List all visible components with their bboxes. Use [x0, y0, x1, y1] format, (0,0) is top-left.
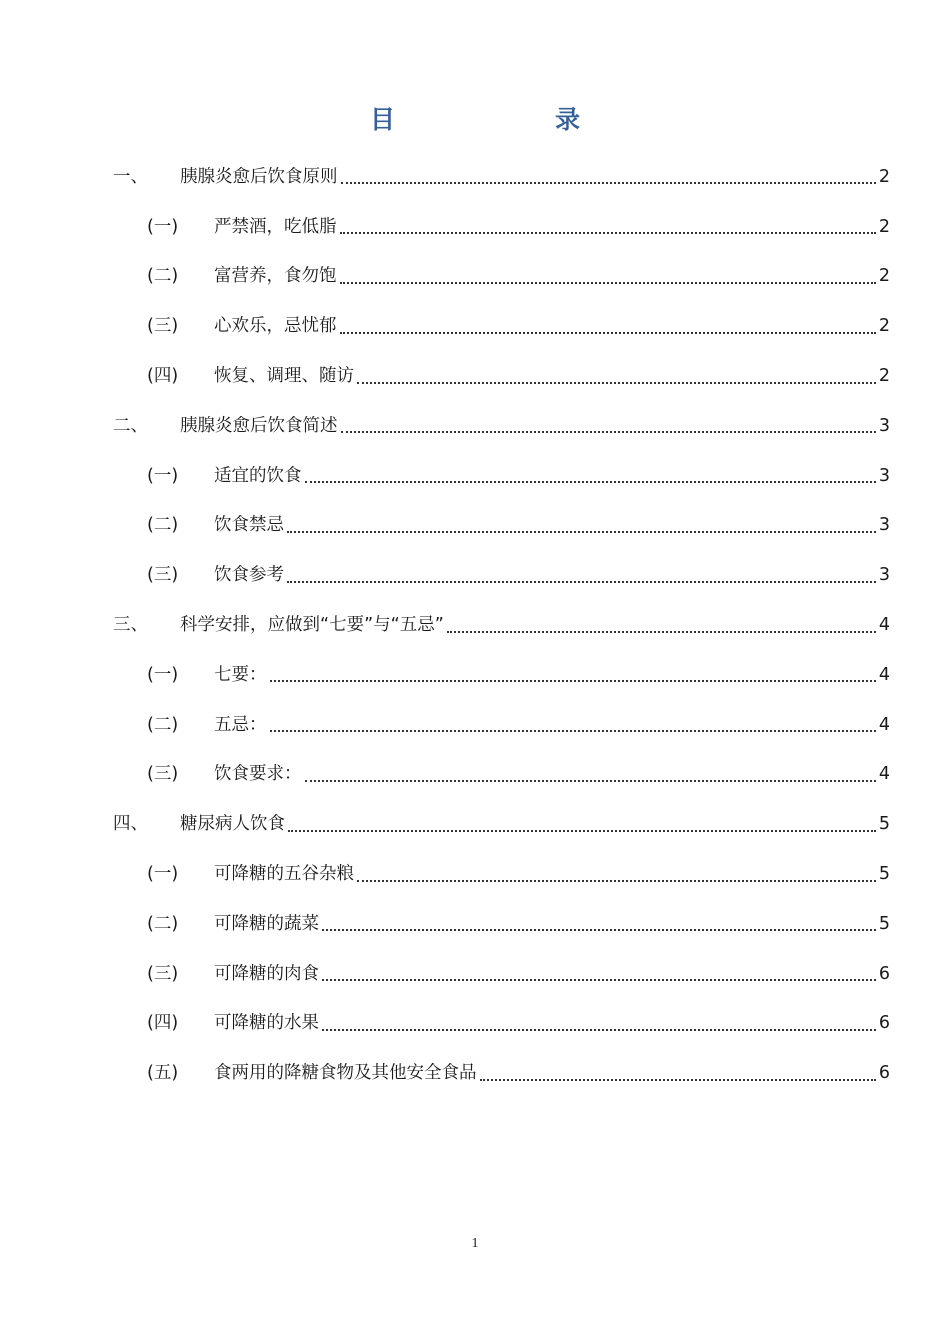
toc-entry-subsection[interactable]	[113, 351, 890, 401]
toc-entry-section[interactable]	[113, 152, 890, 202]
toc-dot-leader	[287, 530, 876, 533]
toc-entry-page: 6	[878, 1013, 890, 1034]
toc-entry-label: 胰腺炎愈后饮食原则	[180, 166, 338, 187]
toc-dot-leader	[447, 630, 876, 633]
toc-entry-label: 富营养，食勿饱	[214, 266, 337, 287]
toc-dot-leader	[270, 679, 876, 682]
toc-dot-leader	[322, 1028, 876, 1031]
toc-entry-label: 可降糖的水果	[214, 1013, 319, 1034]
toc-entry-page: 2	[878, 266, 890, 287]
toc-entry-subsection[interactable]	[113, 700, 890, 750]
toc-entry-number: (二)	[147, 515, 179, 536]
toc-entry-page: 6	[878, 1063, 890, 1084]
toc-entry-label: 可降糖的五谷杂粮	[214, 864, 354, 885]
toc-entry-number: (二)	[147, 266, 179, 287]
toc-entry-label: 可降糖的蔬菜	[214, 913, 319, 934]
toc-entry-subsection[interactable]	[113, 550, 890, 600]
toc-dot-leader	[340, 231, 876, 234]
toc-entry-label: 严禁酒，吃低脂	[214, 216, 337, 237]
toc-entry-page: 3	[878, 515, 890, 536]
table-of-contents	[113, 152, 890, 1098]
toc-dot-leader	[341, 181, 876, 184]
toc-entry-subsection[interactable]	[113, 252, 890, 302]
toc-dot-leader	[341, 430, 876, 433]
toc-entry-page: 2	[878, 366, 890, 387]
toc-entry-subsection[interactable]	[113, 301, 890, 351]
toc-entry-label: 恢复、调理、随访	[214, 366, 354, 387]
toc-entry-label: 糖尿病人饮食	[180, 814, 285, 835]
toc-dot-leader	[340, 281, 876, 284]
toc-dot-leader	[288, 829, 876, 832]
toc-dot-leader	[322, 978, 876, 981]
toc-dot-leader	[305, 480, 876, 483]
toc-entry-page: 2	[878, 166, 890, 187]
toc-entry-number: (二)	[147, 714, 179, 735]
toc-entry-label: 饮食要求：	[214, 764, 302, 785]
toc-title	[0, 100, 950, 136]
toc-entry-page: 2	[878, 216, 890, 237]
toc-entry-section[interactable]	[113, 401, 890, 451]
toc-entry-subsection[interactable]	[113, 202, 890, 252]
toc-entry-number: 三、	[113, 615, 148, 636]
toc-entry-page: 6	[878, 963, 890, 984]
toc-entry-number: (一)	[147, 864, 179, 885]
toc-entry-subsection[interactable]	[113, 451, 890, 501]
toc-title-part1: 目	[369, 105, 395, 134]
toc-entry-number: 四、	[113, 814, 148, 835]
toc-entry-label: 胰腺炎愈后饮食简述	[180, 415, 338, 436]
toc-dot-leader	[287, 580, 876, 583]
toc-entry-label: 适宜的饮食	[214, 465, 302, 486]
toc-entry-subsection[interactable]	[113, 501, 890, 551]
toc-entry-label: 七要：	[214, 664, 267, 685]
page-number: 1	[471, 1236, 479, 1251]
toc-dot-leader	[270, 729, 876, 732]
toc-entry-page: 4	[878, 714, 890, 735]
toc-entry-subsection[interactable]	[113, 1048, 890, 1098]
toc-entry-subsection[interactable]	[113, 849, 890, 899]
toc-entry-page: 2	[878, 316, 890, 337]
toc-entry-page: 3	[878, 415, 890, 436]
toc-title-part2: 录	[555, 105, 581, 134]
toc-entry-number: (一)	[147, 664, 179, 685]
toc-entry-number: (三)	[147, 963, 179, 984]
toc-dot-leader	[357, 381, 876, 384]
toc-entry-number: 一、	[113, 166, 148, 187]
toc-entry-page: 5	[878, 814, 890, 835]
toc-entry-label: 饮食禁忌	[214, 515, 284, 536]
toc-entry-label: 可降糖的肉食	[214, 963, 319, 984]
toc-dot-leader	[305, 779, 876, 782]
toc-entry-label: 五忌：	[214, 714, 267, 735]
toc-entry-subsection[interactable]	[113, 949, 890, 999]
toc-entry-page: 3	[878, 565, 890, 586]
toc-entry-number: (五)	[147, 1063, 179, 1084]
toc-entry-page: 4	[878, 615, 890, 636]
toc-entry-number: (三)	[147, 565, 179, 586]
toc-entry-page: 4	[878, 764, 890, 785]
toc-entry-label: 食两用的降糖食物及其他安全食品	[214, 1063, 477, 1084]
toc-entry-subsection[interactable]	[113, 650, 890, 700]
toc-entry-number: (四)	[147, 1013, 179, 1034]
toc-entry-number: (一)	[147, 216, 179, 237]
toc-entry-page: 5	[878, 913, 890, 934]
toc-entry-subsection[interactable]	[113, 750, 890, 800]
toc-dot-leader	[480, 1078, 876, 1081]
toc-entry-section[interactable]	[113, 799, 890, 849]
toc-entry-page: 5	[878, 864, 890, 885]
toc-entry-number: (三)	[147, 764, 179, 785]
toc-dot-leader	[357, 879, 876, 882]
toc-entry-page: 3	[878, 465, 890, 486]
toc-entry-number: (三)	[147, 316, 179, 337]
toc-entry-label: 饮食参考	[214, 565, 284, 586]
toc-dot-leader	[322, 928, 876, 931]
toc-entry-label: 科学安排，应做到“七要”与“五忌”	[180, 615, 444, 636]
toc-entry-number: (四)	[147, 366, 179, 387]
toc-entry-number: (二)	[147, 913, 179, 934]
toc-entry-number: (一)	[147, 465, 179, 486]
toc-entry-label: 心欢乐，忌忧郁	[214, 316, 337, 337]
toc-dot-leader	[340, 331, 876, 334]
toc-entry-number: 二、	[113, 415, 148, 436]
toc-entry-section[interactable]	[113, 600, 890, 650]
toc-entry-subsection[interactable]	[113, 999, 890, 1049]
toc-entry-page: 4	[878, 664, 890, 685]
toc-entry-subsection[interactable]	[113, 899, 890, 949]
